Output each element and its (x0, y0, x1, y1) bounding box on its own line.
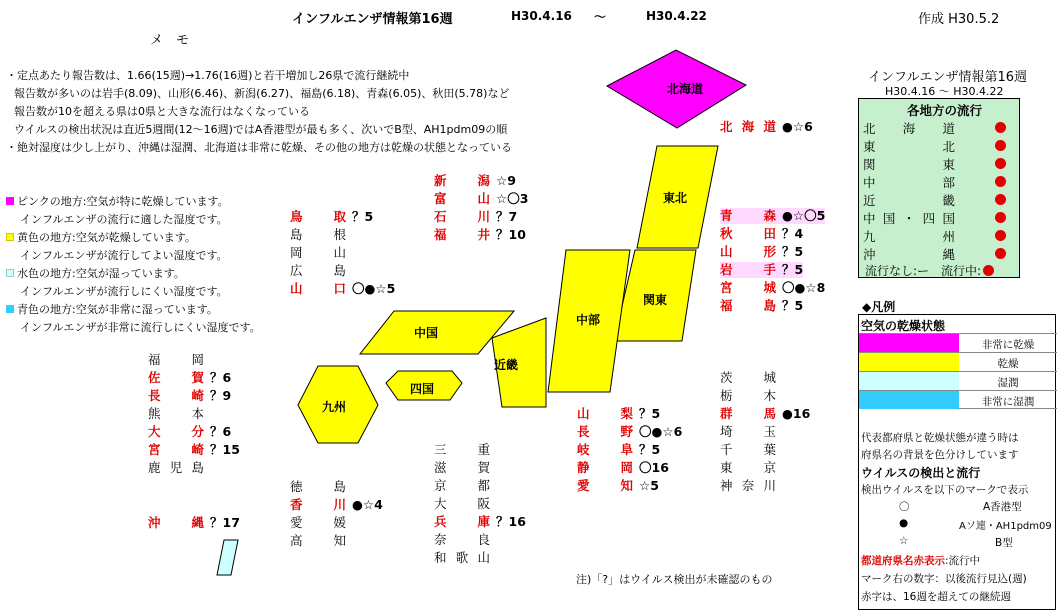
created-date: 作成 H30.5.2 (918, 12, 1000, 27)
map-label-kinki: 近畿 (494, 358, 519, 372)
memo-line: ウイルスの検出状況は直近5週間(12～16週)ではA香港型が最も多く、次いでB型、AH1pdm09の順 (14, 123, 508, 136)
pref-shizuoka: 静岡 〇16 (577, 460, 669, 475)
pref-nara: 奈良 (434, 532, 490, 547)
region-okinawa (217, 540, 238, 575)
pref-yamaguchi: 山口 〇●☆5 (290, 281, 396, 296)
pref-nagasaki: 長崎 ？9 (148, 388, 232, 403)
humidity-note-sub: インフルエンザが流行してよい湿度です。 (20, 249, 228, 262)
region-row-chugoku-shikoku: 中国・四国 (859, 209, 1019, 225)
pref-yamagata: 山形 ？5 (720, 244, 804, 259)
pref-kagawa: 香川 ●☆4 (290, 497, 383, 512)
memo-line: 報告数が多いのは岩手(8.09)、山形(6.46)、新潟(6.27)、福島(6.18)、青森(6.05)、秋田(5.78)など (14, 87, 510, 100)
pref-gifu: 岐阜 ？5 (577, 442, 661, 457)
pref-okayama: 岡山 (290, 245, 346, 260)
humidity-level-row: 非常に乾燥 (859, 333, 1057, 352)
red-text-note: 赤字は、16週を超えての継続週 (861, 591, 1011, 603)
outbreak-dot (995, 248, 1006, 259)
virus-mark-a-hongkong: 〇 (899, 501, 910, 513)
regional-status-table (858, 98, 1020, 278)
humidity-note-sub: インフルエンザの流行に適した湿度です。 (20, 213, 228, 226)
pref-fukuoka: 福岡 (148, 352, 204, 367)
virus-mark-b: ☆ (899, 535, 909, 547)
outbreak-dot (995, 140, 1006, 151)
pref-fukushima: 福島 ？5 (720, 298, 804, 313)
legend-box (858, 314, 1056, 610)
pref-saga: 佐賀 ？6 (148, 370, 232, 385)
map-label-hokkaido: 北海道 (667, 82, 704, 96)
pref-kyoto: 京都 (434, 478, 490, 493)
legend-heading: ◆凡例 (862, 300, 896, 314)
pref-akita: 秋田 ？4 (720, 226, 804, 241)
pref-hyogo: 兵庫 ？16 (434, 514, 526, 529)
pref-kochi: 高知 (290, 533, 346, 548)
pref-osaka: 大阪 (434, 496, 490, 511)
pref-toyama: 富山 ☆〇3 (434, 191, 529, 206)
outbreak-dot (995, 176, 1006, 187)
pref-saitama: 埼玉 (720, 424, 776, 439)
pref-mie: 三重 (434, 442, 490, 457)
pref-tokyo: 東京 (720, 460, 776, 475)
virus-label-a-hongkong: A香港型 (983, 501, 1022, 513)
red-name-note: 都道府県名赤表示:流行中 (861, 555, 981, 567)
humidity-note-sub: インフルエンザが流行しにくい湿度です。 (20, 285, 228, 298)
regional-heading: 各地方の流行 (907, 103, 983, 118)
pref-aichi: 愛知 ☆5 (577, 478, 659, 493)
pref-hokkaido: 北海道 ●☆6 (720, 119, 813, 134)
outbreak-dot (995, 230, 1006, 241)
pref-ibaraki: 茨城 (720, 370, 776, 385)
pref-hiroshima: 広島 (290, 263, 346, 278)
pref-kagoshima: 鹿児島 (148, 460, 204, 475)
humidity-heading: 空気の乾燥状態 (861, 319, 946, 333)
map-label-chugoku: 中国 (414, 326, 439, 340)
outbreak-dot (995, 194, 1006, 205)
legend-note: 府県名の背景を色分けしています (861, 449, 1019, 461)
pref-tochigi: 栃木 (720, 388, 776, 403)
outbreak-dot (995, 212, 1006, 223)
humidity-note-sub: インフルエンザが非常に流行しにくい湿度です。 (20, 321, 261, 334)
outbreak-dot (995, 122, 1006, 133)
date-to: H30.4.22 (646, 9, 707, 23)
virus-label-ah1pdm09: Aソ連・AH1pdm09 (959, 521, 1052, 532)
pref-chiba: 千葉 (720, 442, 776, 457)
pref-shimane: 島根 (290, 227, 346, 242)
pref-yamanashi: 山梨 ？5 (577, 406, 661, 421)
side-dates: H30.4.16 ～ H30.4.22 (885, 85, 1004, 98)
report-title: インフルエンザ情報第16週 (292, 12, 453, 27)
pref-oita: 大分 ？6 (148, 424, 232, 439)
outbreak-dot (995, 158, 1006, 169)
map-label-shikoku: 四国 (410, 382, 435, 396)
region-row-tohoku: 東北 (859, 137, 1019, 153)
map-label-kyushu: 九州 (322, 400, 347, 414)
footnote: 注)「?」はウイルス検出が未確認のもの (576, 573, 773, 586)
legend-note: 代表都府県と乾燥状態が違う時は (861, 432, 1019, 444)
region-row-kinki: 近畿 (859, 191, 1019, 207)
humidity-level-row: 湿潤 (859, 371, 1057, 390)
virus-label-b: B型 (995, 537, 1013, 549)
pref-aomori: 青森 ●☆〇5 (720, 208, 826, 223)
virus-intro: 検出ウイルスを以下のマークで表示 (861, 484, 1029, 496)
number-note: マーク右の数字：以後流行見込(週) (861, 573, 1027, 585)
pref-nagano: 長野 〇●☆6 (577, 424, 683, 439)
pref-wakayama: 和歌山 (434, 550, 490, 565)
pref-niigata: 新潟 ☆9 (434, 173, 516, 188)
pref-tokushima: 徳島 (290, 479, 346, 494)
memo-line: ・定点あたり報告数は、1.66(15週)→1.76(16週)と若干増加し26県で流行継続中 (6, 69, 410, 82)
region-row-hokkaido: 北海道 (859, 119, 1019, 135)
humidity-level-row: 非常に湿潤 (859, 390, 1057, 409)
virus-heading: ウイルスの検出と流行 (861, 466, 981, 480)
outbreak-dot (983, 265, 994, 276)
humidity-note-blue: 青色の地方:空気が非常に湿っています。 (6, 301, 218, 317)
pref-kanagawa: 神奈川 (720, 478, 776, 493)
region-row-okinawa: 沖縄 (859, 245, 1019, 261)
region-row-kanto: 関東 (859, 155, 1019, 171)
pref-miyazaki: 宮崎 ？15 (148, 442, 240, 457)
humidity-level-row: 乾燥 (859, 352, 1057, 371)
virus-mark-ah1pdm09: ● (899, 517, 909, 529)
memo-line: 報告数が10を超える県は0県と大きな流行はなくなっている (14, 105, 310, 118)
memo-line: ・絶対湿度は少し上がり、沖縄は湿潤、北海道は非常に乾燥、その他の地方は乾燥の状態となっている (6, 141, 512, 154)
date-from: H30.4.16 (511, 9, 572, 23)
memo-heading: メ モ (150, 33, 190, 48)
pref-shiga: 滋賀 (434, 460, 490, 475)
pref-ehime: 愛媛 (290, 515, 346, 530)
pref-miyagi: 宮城 〇●☆8 (720, 280, 826, 295)
pref-okinawa: 沖縄 ？17 (148, 515, 240, 530)
map-label-chubu: 中部 (576, 313, 601, 327)
pref-fukui: 福井 ？10 (434, 227, 526, 242)
pref-iwate: 岩手 ？5 (720, 262, 804, 277)
date-tilde: ～ (594, 10, 607, 24)
status-legend: 流行なし:ー 流行中: (865, 262, 994, 279)
pref-tottori: 鳥取 ？5 (290, 209, 374, 224)
pref-gunma: 群馬 ●16 (720, 406, 811, 421)
map-label-kanto: 関東 (643, 293, 668, 307)
side-title: インフルエンザ情報第16週 (868, 70, 1028, 85)
pref-ishikawa: 石川 ？7 (434, 209, 518, 224)
humidity-note-lightblue: 水色の地方:空気が湿っています。 (6, 265, 185, 281)
pref-kumamoto: 熊本 (148, 406, 204, 421)
humidity-note-yellow: 黄色の地方:空気が乾燥しています。 (6, 229, 196, 245)
humidity-note-pink: ピンクの地方:空気が特に乾燥しています。 (6, 193, 229, 209)
map-label-tohoku: 東北 (663, 191, 688, 205)
region-row-kyushu: 九州 (859, 227, 1019, 243)
region-row-chubu: 中部 (859, 173, 1019, 189)
